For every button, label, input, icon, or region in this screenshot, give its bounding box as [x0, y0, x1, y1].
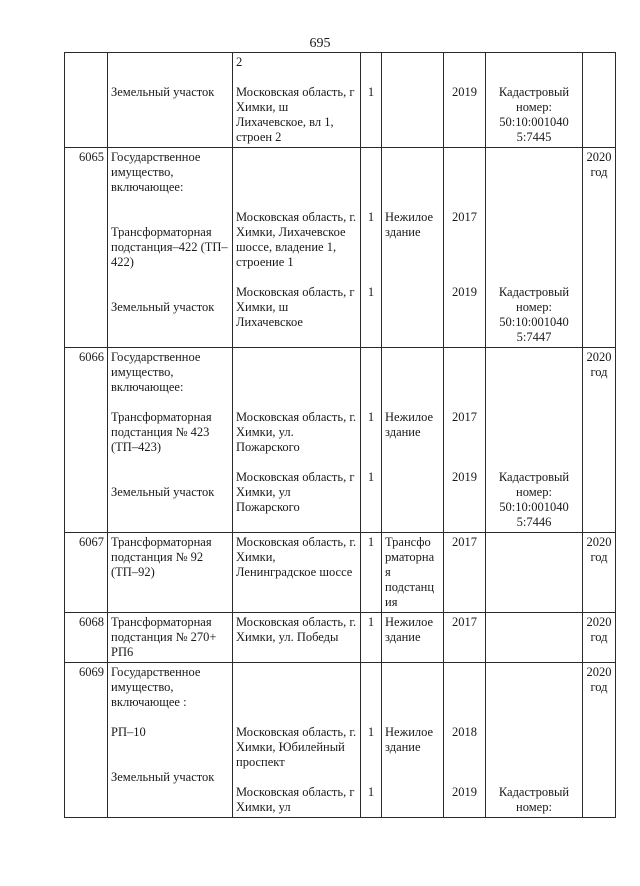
spacer: [447, 680, 482, 695]
property-table: [64, 52, 616, 818]
object-name-cell: [108, 53, 233, 148]
spacer: [385, 350, 440, 365]
spacer: [385, 710, 440, 725]
spacer: [364, 665, 378, 680]
spacer: [385, 180, 440, 195]
spacer: [447, 350, 482, 365]
object-note: [489, 535, 579, 610]
object-address-cell: [233, 663, 361, 818]
spacer: [364, 365, 378, 380]
object-quantity: 1: [367, 85, 375, 99]
object-type: Трансфо рматорна я подстанц ия: [385, 535, 435, 609]
object-year: 2017: [452, 535, 477, 549]
spacer: [489, 180, 579, 195]
object-note: Кадастровый номер: 50:10:001040 5:7446: [498, 470, 570, 529]
object-quantity: [364, 55, 378, 70]
object-note-cell: [486, 533, 583, 613]
object-year-cell: [444, 348, 486, 533]
object-type-cell: [382, 613, 444, 663]
row-number: 6065: [65, 148, 108, 348]
object-name: Земельный участок: [111, 485, 215, 499]
object-type-cell: [382, 663, 444, 818]
spacer: [489, 695, 579, 710]
spacer: [111, 395, 229, 410]
object-type-cell: [382, 53, 444, 148]
spacer: [385, 770, 440, 785]
spacer: [489, 270, 579, 285]
spacer: [489, 380, 579, 395]
table-row: [65, 348, 616, 533]
row-number: 6066: [65, 348, 108, 533]
object-note: [489, 410, 579, 455]
object-address: Московская область, г. Химки, Юбилейный проспект: [236, 725, 357, 769]
spacer: [364, 695, 378, 710]
spacer: [489, 455, 579, 470]
spacer: [364, 380, 378, 395]
spacer: [447, 70, 482, 85]
object-type-cell: [382, 148, 444, 348]
object-name: Трансформаторная подстанция № 423 (ТП–423): [111, 410, 212, 454]
spacer: [236, 695, 357, 710]
page-number: 695: [309, 36, 331, 51]
row-number: 6067: [65, 533, 108, 613]
spacer: [489, 195, 579, 210]
object-type: [385, 470, 440, 530]
object-year: 2017: [452, 615, 477, 629]
spacer: [364, 150, 378, 165]
spacer: [111, 210, 229, 225]
object-address: Московская область, г Химки, ул Пожарского: [236, 470, 355, 514]
table-row: [65, 148, 616, 348]
period: 2020 год: [583, 148, 616, 348]
group-title: Государственное имущество, включающее:: [111, 150, 201, 194]
spacer: [489, 680, 579, 695]
spacer: [447, 695, 482, 710]
spacer: [236, 350, 357, 365]
spacer: [385, 380, 440, 395]
spacer: [364, 395, 378, 410]
object-note: [489, 615, 579, 660]
object-quantity-cell: [361, 148, 382, 348]
table-row: [65, 663, 616, 818]
object-type: [385, 285, 440, 345]
object-type: Нежилое здание: [385, 410, 434, 439]
spacer: [447, 380, 482, 395]
object-year: 2017: [452, 210, 477, 224]
table-row: [65, 613, 616, 663]
object-address: Московская область, г. Химки, ул. Пожарского: [236, 410, 357, 454]
object-type: [385, 785, 440, 815]
spacer: [111, 755, 229, 770]
spacer: [385, 270, 440, 285]
object-quantity: 1: [367, 285, 375, 299]
spacer: [236, 665, 357, 680]
spacer: [385, 665, 440, 680]
spacer: [385, 455, 440, 470]
object-year-cell: [444, 533, 486, 613]
object-name: Земельный участок: [111, 300, 215, 314]
object-name: Земельный участок: [111, 770, 215, 784]
object-address-cell: [233, 148, 361, 348]
object-name-cell: [108, 533, 233, 613]
spacer: [236, 195, 357, 210]
object-name: Трансформаторная подстанция–422 (ТП–422): [111, 225, 228, 269]
object-note: [489, 210, 579, 270]
spacer: [489, 165, 579, 180]
object-year: 2019: [452, 470, 477, 484]
spacer: [385, 365, 440, 380]
spacer: [236, 180, 357, 195]
object-name-cell: [108, 613, 233, 663]
spacer: [236, 165, 357, 180]
spacer: [447, 665, 482, 680]
object-name: [111, 55, 229, 70]
object-quantity-cell: [361, 613, 382, 663]
spacer: [447, 180, 482, 195]
spacer: [364, 180, 378, 195]
spacer: [111, 285, 229, 300]
object-type: Нежилое здание: [385, 725, 434, 754]
spacer: [385, 195, 440, 210]
spacer: [236, 395, 357, 410]
row-number: [65, 53, 108, 148]
table-row: [65, 533, 616, 613]
spacer: [364, 680, 378, 695]
object-address: Московская область, г Химки, ш Лихачевское: [236, 285, 355, 329]
spacer: [447, 150, 482, 165]
object-type: Нежилое здание: [385, 210, 434, 239]
object-address: Московская область, г. Химки, Лихачевское шоссе, владение 1, строение 1: [236, 210, 357, 269]
object-type-cell: [382, 533, 444, 613]
object-address-cell: [233, 613, 361, 663]
object-year: 2019: [452, 85, 477, 99]
spacer: [385, 395, 440, 410]
object-quantity: 1: [367, 785, 375, 799]
spacer: [111, 710, 229, 725]
period: 2020 год: [583, 348, 616, 533]
object-year: [447, 55, 482, 70]
object-address: Московская область, г. Химки, Ленинградское шоссе: [236, 535, 357, 579]
spacer: [385, 150, 440, 165]
spacer: [447, 455, 482, 470]
object-quantity-cell: [361, 533, 382, 613]
spacer: [447, 270, 482, 285]
object-quantity: 1: [367, 615, 375, 629]
spacer: [447, 165, 482, 180]
object-quantity: 1: [367, 410, 375, 424]
object-address: Московская область, г. Химки, ул. Победы: [236, 615, 357, 644]
spacer: [364, 710, 378, 725]
spacer: [364, 770, 378, 785]
spacer: [236, 455, 357, 470]
object-note: [489, 725, 579, 770]
object-note-cell: [486, 148, 583, 348]
spacer: [364, 195, 378, 210]
object-year: 2018: [452, 725, 477, 739]
object-quantity-cell: [361, 53, 382, 148]
spacer: [236, 70, 357, 85]
spacer: [236, 150, 357, 165]
spacer: [236, 270, 357, 285]
object-type: [385, 85, 440, 145]
spacer: [111, 70, 229, 85]
spacer: [236, 710, 357, 725]
object-type: [385, 55, 440, 70]
object-name-cell: [108, 663, 233, 818]
spacer: [447, 195, 482, 210]
row-number: 6069: [65, 663, 108, 818]
object-type: Нежилое здание: [385, 615, 434, 644]
object-note-cell: [486, 53, 583, 148]
object-name: РП–10: [111, 725, 146, 739]
object-quantity: 1: [367, 470, 375, 484]
object-note-cell: [486, 663, 583, 818]
spacer: [111, 470, 229, 485]
spacer: [489, 665, 579, 680]
spacer: [236, 365, 357, 380]
object-address-cell: [233, 348, 361, 533]
period: 2020 год: [583, 613, 616, 663]
spacer: [385, 695, 440, 710]
object-year-cell: [444, 663, 486, 818]
object-quantity: 1: [367, 725, 375, 739]
group-title: Государственное имущество, включающее:: [111, 350, 201, 394]
object-note: Кадастровый номер: 50:10:001040 5:7445: [498, 85, 570, 144]
spacer: [447, 770, 482, 785]
spacer: [236, 380, 357, 395]
object-address: Московская область, г Химки, ш Лихачевское, вл 1, строен 2: [236, 85, 355, 144]
spacer: [385, 680, 440, 695]
object-name: Трансформаторная подстанция № 270+ РП6: [111, 615, 217, 659]
period: [583, 53, 616, 148]
object-quantity-cell: [361, 663, 382, 818]
object-address-cell: [233, 533, 361, 613]
object-year-cell: [444, 613, 486, 663]
object-note-cell: [486, 613, 583, 663]
object-year: 2019: [452, 785, 477, 799]
spacer: [447, 365, 482, 380]
spacer: [489, 365, 579, 380]
object-address: Московская область, г Химки, ул: [236, 785, 355, 814]
object-year: 2017: [452, 410, 477, 424]
object-address-cell: [233, 53, 361, 148]
period: 2020 год: [583, 533, 616, 613]
spacer: [364, 455, 378, 470]
object-note: Кадастровый номер:: [498, 785, 570, 814]
object-year-cell: [444, 148, 486, 348]
spacer: [385, 70, 440, 85]
group-title: Государственное имущество, включающее :: [111, 665, 201, 709]
spacer: [236, 770, 357, 785]
object-quantity: 1: [367, 535, 375, 549]
object-name: Трансформаторная подстанция № 92 (ТП–92): [111, 535, 212, 579]
object-address: 2: [236, 55, 243, 69]
spacer: [489, 710, 579, 725]
spacer: [385, 165, 440, 180]
spacer: [364, 165, 378, 180]
spacer: [489, 70, 579, 85]
spacer: [489, 350, 579, 365]
spacer: [364, 350, 378, 365]
spacer: [447, 395, 482, 410]
row-number: 6068: [65, 613, 108, 663]
object-quantity: 1: [367, 210, 375, 224]
period: 2020 год: [583, 663, 616, 818]
object-note: Кадастровый номер: 50:10:001040 5:7447: [498, 285, 570, 344]
spacer: [364, 70, 378, 85]
object-name-cell: [108, 348, 233, 533]
object-year: 2019: [452, 285, 477, 299]
object-name-cell: [108, 148, 233, 348]
object-note: [489, 55, 579, 70]
object-year-cell: [444, 53, 486, 148]
object-name: Земельный участок: [111, 85, 215, 99]
object-quantity-cell: [361, 348, 382, 533]
spacer: [447, 710, 482, 725]
spacer: [489, 395, 579, 410]
object-type-cell: [382, 348, 444, 533]
object-note-cell: [486, 348, 583, 533]
spacer: [364, 270, 378, 285]
table-row: [65, 53, 616, 148]
spacer: [236, 680, 357, 695]
spacer: [489, 770, 579, 785]
spacer: [489, 150, 579, 165]
